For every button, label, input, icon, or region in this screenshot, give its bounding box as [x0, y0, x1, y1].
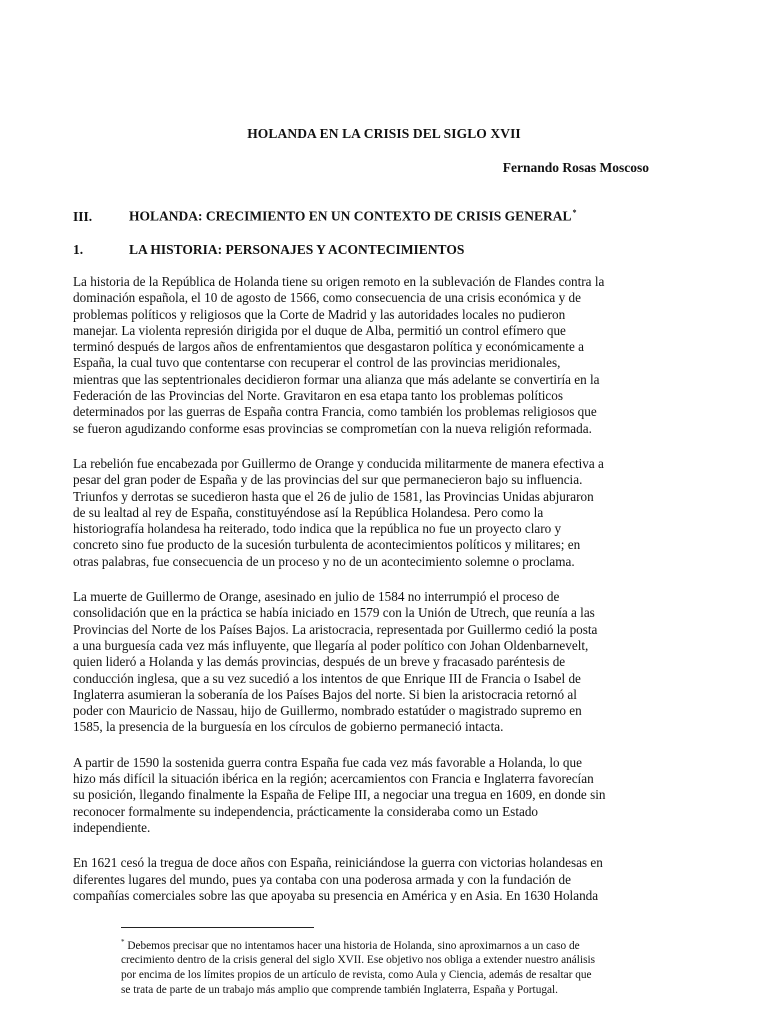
- subsection-number: 1.: [73, 242, 84, 257]
- paragraph: En 1621 cesó la tregua de doce años con España, reiniciándose la guerra con victorias holandesas en diferentes lugares del mundo, pues ya contaba con una poderosa armada y con la fundación de compañías comerciales sobre las que apoyaba su presencia en América y en Asia. En 1630 Holanda: [73, 855, 603, 903]
- subsection-heading: [73, 242, 464, 258]
- paragraph: La rebelión fue encabezada por Guillermo de Orange y conducida militarmente de manera efectiva a pesar del gran poder de España y de las provincias del sur que permanecieron bajo su influencia. Triunfos y derrotas se sucedieron hasta que el 26 de julio de 1581, las Provincias Unidas abjuraron de su lealtad al rey de España, constituyéndose así la República Holandesa. Pero como la historiografía holandesa ha reiterado, todo indica que la república no fue un proyecto claro y concreto sino fue producto de la sucesión turbulenta de acontecimientos políticos y militares; en otras palabras, fue consecuencia de un proceso y no de un acontecimiento solemne o proclama.: [73, 455, 604, 569]
- footnote-divider: [121, 927, 314, 928]
- paragraph: A partir de 1590 la sostenida guerra contra España fue cada vez más favorable a Holanda, lo que hizo más difícil la situación ibérica en la región; acercamientos con Francia e Inglaterra favorecían su posición, llegando finalmente la España de Felipe III, a negociar una tregua en 1609, en donde sin reconocer formalmente su independencia, prácticamente la consideraba como un Estado independiente.: [73, 754, 606, 835]
- section-footnote-mark: *: [572, 208, 577, 217]
- section-title-text: HOLANDA: CRECIMIENTO EN UN CONTEXTO DE CRISIS GENERAL: [129, 208, 572, 224]
- footnote: [121, 935, 649, 998]
- section-number: III.: [73, 208, 93, 224]
- subsection-title: LA HISTORIA: PERSONAJES Y ACONTECIMIENTOS: [129, 242, 465, 257]
- paragraph: La historia de la República de Holanda tiene su origen remoto en la sublevación de Flandes contra la dominación española, el 10 de agosto de 1566, como consecuencia de una crisis económica y de problemas políticos y religiosos que la Corte de Madrid y las autoridades locales no pudieron manejar. La violenta represión dirigida por el duque de Alba, permitió un control efímero que terminó después de largos años de enfrentamientos que desgastaron política y económicamente a España, la cual tuvo que contentarse con recuperar el control de las provincias meridionales, mientras que las septentrionales decidieron formar una alianza que más adelante se convertiría en la Federación de las Provincias del Norte. Gravitaron en esa etapa tanto los problemas políticos determinados por las guerras de España contra Francia, como también los problemas religiosos que se fueron agudizando conforme esas provincias se comprometían con la nueva religión reformada.: [73, 274, 605, 436]
- section-title: [129, 208, 576, 225]
- author-name: Fernando Rosas Moscoso: [502, 160, 649, 175]
- section-heading: [73, 208, 576, 225]
- body-text: [73, 274, 649, 923]
- document-title: HOLANDA EN LA CRISIS DEL SIGLO XVII: [247, 126, 521, 141]
- footnote-mark: *: [121, 938, 125, 946]
- paragraph: La muerte de Guillermo de Orange, asesinado en julio de 1584 no interrumpió el proceso de consolidación que en la práctica se había iniciado en 1579 con la Unión de Utrech, que reunía a las Provincias del Norte de los Países Bajos. La aristocracia, representada por Guillermo cedió la posta a una burguesía cada vez más influyente, que llegaría al poder político con Johan Oldenbarnevelt, quien lideró a Holanda y las demás provincias, después de un breve y fracasado paréntesis de conducción inglesa, que a su vez sucedió a los intentos de que Enrique III de Francia o Isabel de Inglaterra asumieran la soberanía de los Países Bajos del norte. Si bien la aristocracia retornó al poder con Mauricio de Nassau, hijo de Guillermo, nombrado estatúder o magistrado supremo en 1585, la presencia de la burguesía en los círculos de gobierno permaneció intacta.: [73, 589, 598, 735]
- footnote-text: Debemos precisar que no intentamos hacer una historia de Holanda, sino aproximarnos a un caso de crecimiento dentro de la crisis general del siglo XVII. Ese objetivo nos obliga a extender nuestro análisis por encima de los límites propios de un artículo de revista, como Aula y Ciencia, además de resaltar que se trata de parte de un trabajo más amplio que comprende también Inglaterra, España y Portugal.: [121, 939, 596, 996]
